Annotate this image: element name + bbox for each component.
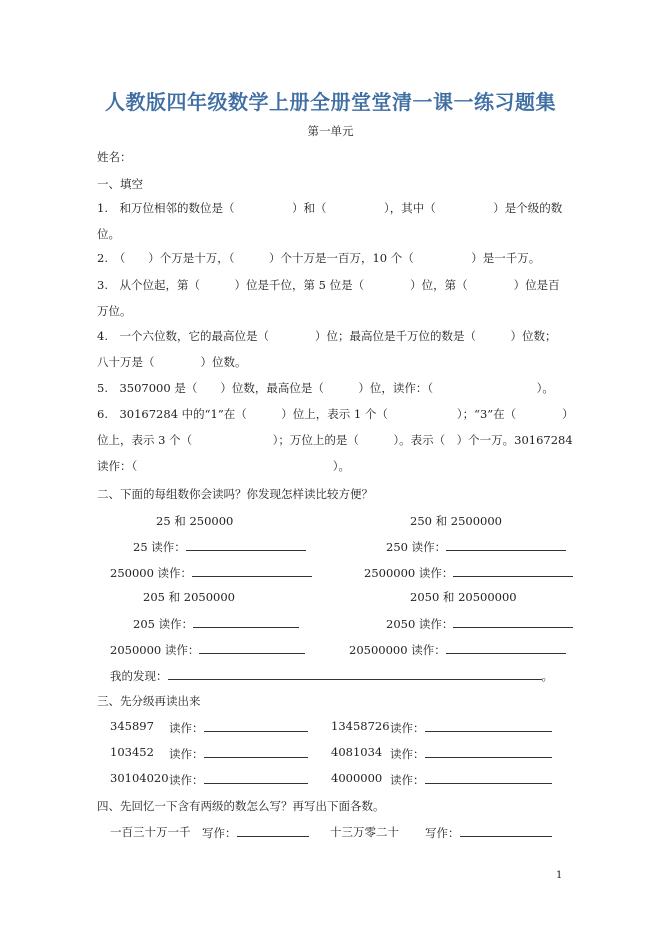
pair-1-left: 25 和 250000 xyxy=(156,514,234,528)
write-field-1: 写作： xyxy=(202,824,309,841)
answer-blank[interactable] xyxy=(192,564,312,577)
answer-blank[interactable] xyxy=(446,538,566,551)
discovery-blank[interactable] xyxy=(168,667,542,680)
question-4-line-1: 4. 一个六位数，它的最高位是（ ）位；最高位是千万位的数是（ ）位数； xyxy=(97,329,557,343)
name-label: 姓名： xyxy=(97,150,132,164)
answer-blank[interactable] xyxy=(204,771,308,784)
read-field: 读作： xyxy=(390,719,552,736)
answer-blank[interactable] xyxy=(453,564,573,577)
read-row-2-left: 250000 读作： xyxy=(110,564,312,581)
read-row-3-right: 2050 读作： xyxy=(386,615,573,632)
question-3-line-2: 万位。 xyxy=(97,304,132,318)
answer-blank[interactable] xyxy=(237,824,309,837)
document-title: 人教版四年级数学上册全册堂堂清一课一练习题集 xyxy=(105,90,556,114)
read-row-1-right: 250 读作： xyxy=(386,538,566,555)
read-field: 读作： xyxy=(169,719,308,736)
answer-blank[interactable] xyxy=(425,719,552,732)
answer-blank[interactable] xyxy=(446,641,566,654)
answer-blank[interactable] xyxy=(204,719,308,732)
read-row-3-left: 205 读作： xyxy=(133,615,299,632)
read-row-4-left: 2050000 读作： xyxy=(110,641,305,658)
read-row-4-right: 20500000 读作： xyxy=(349,641,566,658)
section-4-heading: 四、先回忆一下含有两级的数怎么写？再写出下面各数。 xyxy=(97,799,385,813)
read-row-2-right: 2500000 读作： xyxy=(364,564,573,581)
write-item-2: 十三万零二十 xyxy=(330,825,399,839)
answer-blank[interactable] xyxy=(425,771,552,784)
unit-subtitle: 第一单元 xyxy=(307,124,354,138)
section-2-heading: 二、下面的每组数你会读吗？你发现怎样读比较方便？ xyxy=(97,487,373,501)
number-row-2-left: 103452 xyxy=(110,745,154,759)
read-field: 读作： xyxy=(169,745,308,762)
number-row-3-right: 4000000 xyxy=(331,771,383,785)
question-2: 2. （ ）个万是十万，（ ）个十万是一百万，10 个（ ）是一千万。 xyxy=(97,251,541,265)
answer-blank[interactable] xyxy=(460,824,552,837)
question-6-line-3: 读作：（ ）。 xyxy=(97,459,350,473)
question-1-line-2: 位。 xyxy=(97,227,120,241)
read-row-1-left: 25 读作： xyxy=(133,538,306,555)
question-5: 5. 3507000 是（ ）位数，最高位是（ ）位，读作：（ ）。 xyxy=(97,381,554,395)
section-1-heading: 一、填空 xyxy=(97,177,143,191)
answer-blank[interactable] xyxy=(186,538,306,551)
answer-blank[interactable] xyxy=(425,745,552,758)
question-6-line-2: 位上，表示 3 个（ ）；万位上的是（ ）。表示（ ）个一万。30167284 xyxy=(97,433,573,447)
write-item-1: 一百三十万一千 xyxy=(110,825,191,839)
page-number: 1 xyxy=(556,870,563,881)
answer-blank[interactable] xyxy=(199,641,305,654)
question-1-line-1: 1. 和万位相邻的数位是（ ）和（ ），其中（ ）是个级的数 xyxy=(97,201,563,215)
number-row-2-right: 4081034 xyxy=(331,745,383,759)
question-4-line-2: 八十万是（ ）位数。 xyxy=(97,355,247,369)
section-3-heading: 三、先分级再读出来 xyxy=(97,694,201,708)
write-field-2: 写作： xyxy=(425,824,552,841)
number-row-1-right: 13458726 xyxy=(331,719,390,733)
pair-1-right: 250 和 2500000 xyxy=(410,514,502,528)
read-field: 读作： xyxy=(390,771,552,788)
read-field: 读作： xyxy=(390,745,552,762)
number-row-3-left: 30104020 xyxy=(110,771,169,785)
pair-2-left: 205 和 2050000 xyxy=(143,590,235,604)
answer-blank[interactable] xyxy=(204,745,308,758)
answer-blank[interactable] xyxy=(193,615,299,628)
pair-2-right: 2050 和 20500000 xyxy=(410,590,517,604)
answer-blank[interactable] xyxy=(453,615,573,628)
read-field: 读作： xyxy=(169,771,308,788)
question-6-line-1: 6. 30167284 中的“1”在（ ）位上，表示 1 个（ ）；“3”在（ ） xyxy=(97,407,574,421)
discovery-row: 我的发现： 。 xyxy=(110,669,553,683)
number-row-1-left: 345897 xyxy=(110,719,154,733)
question-3-line-1: 3. 从个位起，第（ ）位是千位，第 5 位是（ ）位，第（ ）位是百 xyxy=(97,278,560,292)
